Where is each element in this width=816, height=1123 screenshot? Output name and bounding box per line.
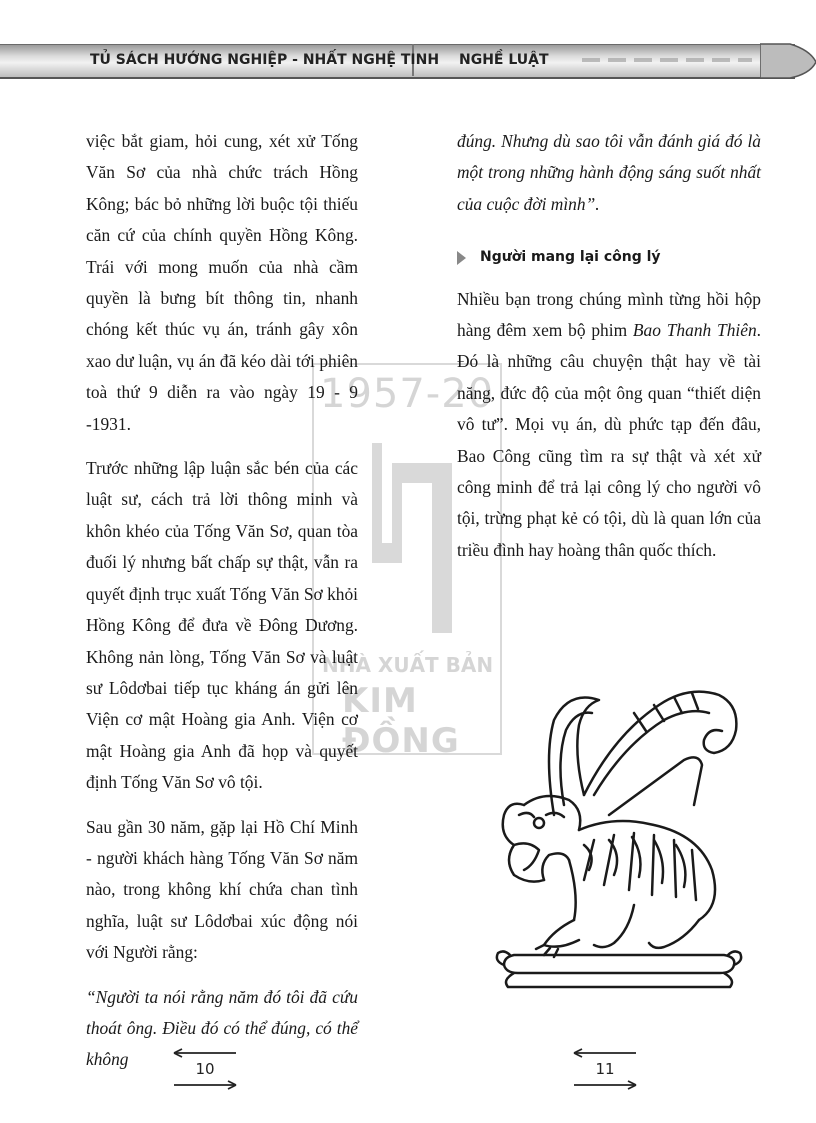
left-page-column [86, 126, 358, 1076]
section-heading-text: Người mang lại công lý [480, 249, 661, 266]
arrow-right-icon [170, 1080, 240, 1090]
bullet-triangle-icon [457, 251, 466, 265]
header-decoration [582, 58, 752, 62]
arrow-left-icon [570, 1048, 640, 1058]
right-page-column [457, 126, 761, 566]
quote-continuation: đúng. Nhưng dù sao tôi vẫn đánh giá đó là một trong những hành động sáng suốt nhất của cuộc đời mình”. [457, 131, 761, 214]
body-text-part1: Nhiều bạn trong chúng mình từng hồi hộp hàng đêm xem bộ phim [457, 288, 761, 341]
page-header [0, 40, 816, 82]
body-text-part2: . Đó là những câu chuyện thật hay về tài năng, đức độ của một ông quan “thiết diện vô tư”. Mọi vụ án, dù phức tạp đến đâu, Bao Công cũng tìm ra sự thật và xét xử công minh để trả lại công lý cho người vô tội, trừng phạt kẻ có tội, dù là quan lớn của triều đình hay hoàng thân quốc thích. [457, 320, 761, 560]
watermark-publisher-line1: NHÀ XUẤT BẢN [322, 653, 494, 677]
arrow-right-icon [570, 1080, 640, 1090]
paragraph-1: việc bắt giam, hỏi cung, xét xử Tống Văn Sơ của nhà chức trách Hồng Kông; bác bỏ những lời buộc tội thiếu căn cứ của chính quyền Hồng Kông. Trái với mong muốn của nhà cầm quyền là bưng bít thông tin, nhanh chóng kết thúc vụ án, tránh gây xôn xao dư luận, vụ án đã kéo dài tới phiên toà thứ 9 diễn ra vào ngày 19 - 9 -1931. [86, 131, 358, 434]
film-title: Bao Thanh Thiên [632, 320, 757, 341]
body-paragraph [457, 284, 761, 567]
quote-paragraph: “Người ta nói rằng năm đó tôi đã cứu thoát ông. Điều đó có thể đúng, có thể không [86, 986, 358, 1070]
left-page-number: 10 [195, 1060, 215, 1078]
paragraph-3: Sau gần 30 năm, gặp lại Hồ Chí Minh - người khách hàng Tống Văn Sơ năm nào, trong không khí chứa chan tình nghĩa, luật sư Lôdơbai xúc động nói với Người rằng: [86, 816, 358, 963]
left-page-number-block [170, 1048, 240, 1092]
watermark-year: 1957-20 [320, 371, 495, 417]
chapter-title: NGHỀ LUẬT [459, 52, 549, 68]
series-title: TỦ SÁCH HƯỚNG NGHIỆP - NHẤT NGHỆ TINH [90, 52, 440, 68]
watermark-publisher-line2: KIM ĐỒNG [342, 681, 460, 761]
paragraph-2: Trước những lập luận sắc bén của các luật sư, cách trả lời thông minh và khôn khéo của Tống Văn Sơ, quan tòa đuối lý nhưng bất chấp sự thật, vẫn ra quyết định trục xuất Tống Văn Sơ khỏi Hồng Kông để đưa về Đông Dương. Không nản lòng, Tống Văn Sơ và luật sư Lôdơbai tiếp tục kháng án gửi lên Viện cơ mật Hoàng gia Anh. Viện cơ mật Hoàng gia Anh đã họp và quyết định Tống Văn Sơ vô tội. [86, 458, 358, 793]
tiger-illustration [484, 665, 744, 995]
watermark-emblem [352, 443, 462, 633]
arrow-left-icon [170, 1048, 240, 1058]
right-page-number-block [570, 1048, 640, 1092]
right-page-number: 11 [595, 1060, 615, 1078]
section-heading [457, 242, 761, 273]
header-end-cap [760, 40, 816, 80]
